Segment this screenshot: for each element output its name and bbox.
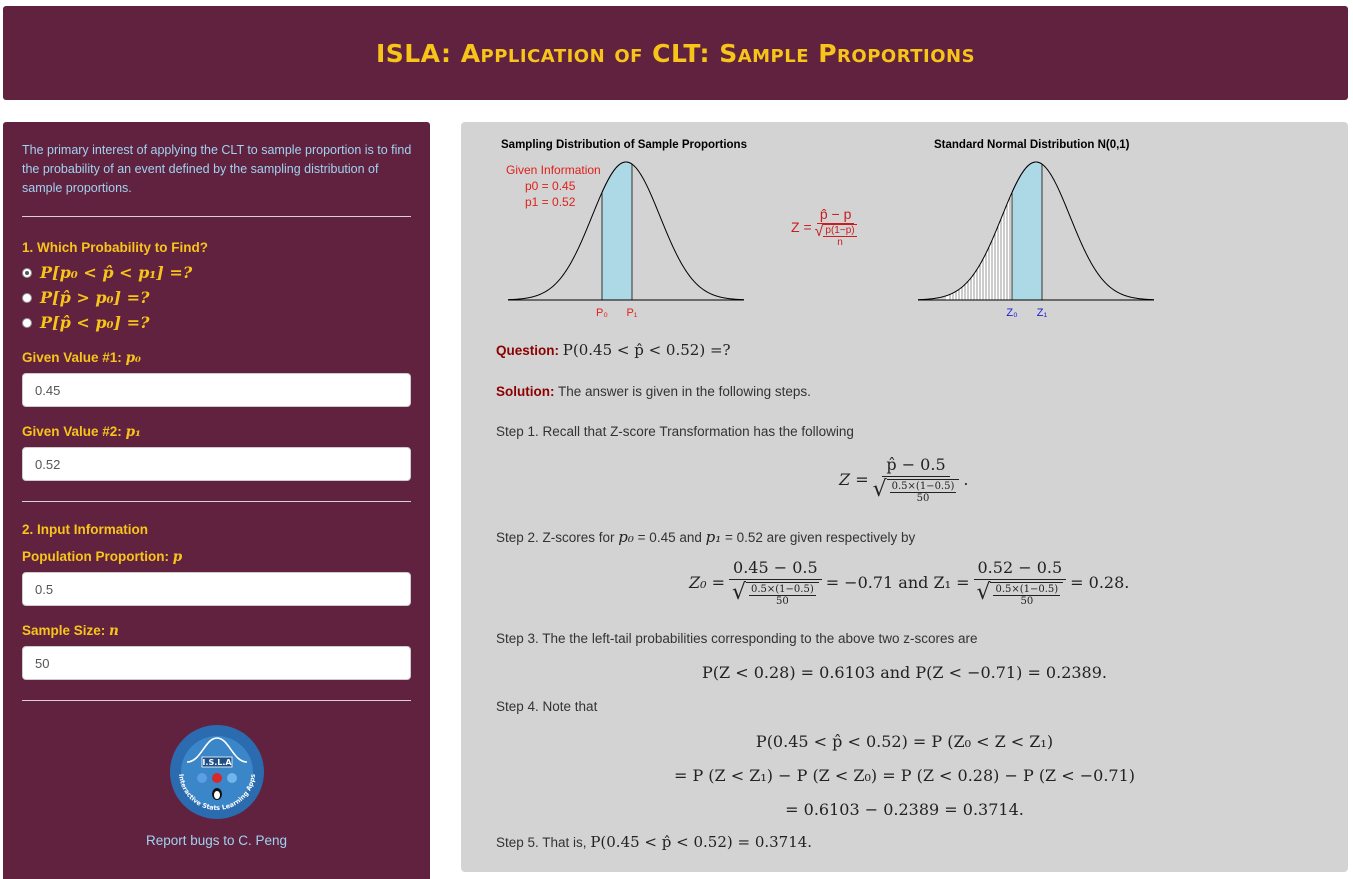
right-chart-title: Standard Normal Distribution N(0,1) bbox=[934, 139, 1130, 151]
divider bbox=[22, 216, 411, 217]
radio-label: P[p₀ < p̂ < p₁] =? bbox=[40, 263, 193, 282]
z-formula bbox=[791, 206, 857, 248]
population-proportion-label bbox=[22, 549, 182, 565]
question-lead: Question: bbox=[496, 343, 559, 358]
hatch-lines bbox=[950, 197, 1010, 300]
eq2-z0: Z₀ = bbox=[689, 573, 726, 592]
tick-p1: P₁ bbox=[626, 307, 638, 319]
sqrt-symbol: √ bbox=[814, 223, 824, 240]
step2-text-b: = 0.45 and bbox=[633, 530, 706, 545]
intro-text: The primary interest of applying the CLT to sample proportion is to find the probability of an event defined by the sampling distribution of sample proportions. bbox=[22, 143, 412, 195]
main-panel bbox=[461, 122, 1348, 872]
sqrt-symbol: √ bbox=[731, 580, 746, 605]
radio-button[interactable] bbox=[22, 293, 32, 303]
z-formula-numerator: p̂ − p bbox=[817, 206, 855, 224]
tick-z1: Z₁ bbox=[1036, 307, 1048, 319]
sqrt-symbol: √ bbox=[872, 477, 887, 502]
logo-text: I.S.L.A bbox=[202, 758, 232, 767]
eq1-den-bot: 50 bbox=[916, 493, 930, 504]
equation-1: Z = p̂ − 0.5 √ 0.5×(1−0.5) 50 . bbox=[839, 455, 969, 504]
sqrt-inner bbox=[990, 582, 1063, 607]
isla-logo bbox=[169, 724, 265, 820]
penguin-belly bbox=[214, 791, 220, 799]
eq2-den-bot: 50 bbox=[1020, 596, 1034, 607]
report-bugs-link[interactable]: Report bugs to C. Peng bbox=[145, 833, 288, 848]
equation-2 bbox=[689, 558, 1129, 607]
solution-text: The answer is given in the following steps. bbox=[554, 384, 811, 399]
solution-lead: Solution: bbox=[496, 384, 555, 399]
z-den-top: p(1−p) bbox=[825, 225, 855, 236]
label-symbol: n bbox=[109, 623, 119, 639]
eq1-denominator bbox=[873, 477, 960, 504]
eq2-middle: = −0.71 and Z₁ = bbox=[825, 573, 970, 592]
eq1-den-top: 0.5×(1−0.5) bbox=[891, 481, 955, 492]
given-info-p1: p1 = 0.52 bbox=[525, 195, 576, 209]
label-text: Sample Size: bbox=[22, 623, 110, 638]
sqrt-inner bbox=[823, 224, 856, 248]
sqrt-symbol: √ bbox=[976, 580, 991, 605]
step5-text: Step 5. That is, bbox=[496, 835, 591, 850]
step-4: Step 4. Note that bbox=[496, 699, 598, 714]
eq2-den-top: 0.5×(1−0.5) bbox=[751, 584, 814, 595]
question-math: P(0.45 < p̂ < 0.52) =? bbox=[562, 341, 731, 359]
left-chart-title: Sampling Distribution of Sample Proportions bbox=[501, 139, 747, 151]
z-formula-fraction bbox=[815, 206, 857, 248]
eq1-numerator: p̂ − 0.5 bbox=[882, 455, 949, 477]
logo-icon-red bbox=[212, 773, 222, 783]
radio-option-less[interactable] bbox=[22, 313, 149, 332]
equation-4-line-2: = P (Z < Z₁) − P (Z < Z₀) = P (Z < 0.28) − P (Z < −0.71) bbox=[673, 766, 1136, 785]
step-3: Step 3. The the left-tail probabilities corresponding to the above two z-scores are bbox=[496, 631, 978, 646]
radio-label: P[p̂ > p₀] =? bbox=[40, 288, 150, 307]
eq2-den-top: 0.5×(1−0.5) bbox=[995, 584, 1059, 595]
tick-p0: P₀ bbox=[596, 307, 608, 319]
eq2-fraction-0 bbox=[729, 558, 822, 607]
logo-ring-textpath: Interactive Stats Learning Apps bbox=[177, 773, 257, 813]
given-value-1-input[interactable]: 0.45 bbox=[22, 373, 411, 407]
step-2 bbox=[496, 528, 915, 546]
sampling-distribution-plot bbox=[506, 152, 746, 320]
tick-z0: Z₀ bbox=[1006, 307, 1018, 319]
sqrt-inner bbox=[887, 479, 960, 504]
eq2-fraction-1 bbox=[974, 558, 1067, 607]
left-tail-hatched bbox=[946, 192, 1012, 300]
eq1-lhs: Z = bbox=[839, 470, 869, 489]
z-formula-lhs: Z = bbox=[791, 219, 812, 235]
eq2-numerator-1: 0.52 − 0.5 bbox=[974, 558, 1067, 580]
z-formula-denominator bbox=[815, 224, 857, 248]
header-banner bbox=[3, 6, 1348, 100]
given-info-heading: Given Information bbox=[506, 163, 601, 177]
question-line bbox=[496, 341, 731, 359]
eq2-denominator-1 bbox=[976, 580, 1063, 607]
given-info-p0: p0 = 0.45 bbox=[525, 179, 576, 193]
page-title: ISLA: Application of CLT: Sample Proportions bbox=[375, 38, 976, 68]
logo-icon-lightblue bbox=[227, 773, 237, 783]
section-input-information: 2. Input Information bbox=[22, 522, 148, 537]
eq2-den-bot: 50 bbox=[776, 596, 789, 607]
step2-text-a: Step 2. Z-scores for bbox=[496, 530, 619, 545]
label-symbol: p₀ bbox=[125, 350, 141, 366]
sidebar-panel bbox=[3, 122, 430, 879]
step2-p1: p₁ bbox=[705, 528, 722, 546]
step2-text-c: = 0.52 are given respectively by bbox=[721, 530, 916, 545]
sqrt-inner bbox=[746, 582, 819, 607]
logo-icon-blue bbox=[197, 773, 207, 783]
divider bbox=[22, 501, 411, 502]
radio-button[interactable] bbox=[22, 268, 32, 278]
label-symbol: p bbox=[172, 549, 183, 565]
radio-option-between[interactable] bbox=[22, 263, 192, 282]
equation-4-line-1: P(0.45 < p̂ < 0.52) = P (Z₀ < Z < Z₁) bbox=[755, 732, 1054, 751]
standard-normal-plot bbox=[916, 152, 1156, 320]
divider bbox=[22, 700, 411, 701]
radio-option-greater[interactable] bbox=[22, 288, 149, 307]
population-proportion-input[interactable]: 0.5 bbox=[22, 572, 411, 606]
z-den-n: n bbox=[837, 237, 843, 248]
eq1-fraction bbox=[873, 455, 960, 504]
step-5 bbox=[496, 833, 812, 851]
equation-3: P(Z < 0.28) = 0.6103 and P(Z < −0.71) = 0.2389. bbox=[701, 663, 1107, 682]
solution-line bbox=[496, 384, 811, 399]
equation-4-line-3: = 0.6103 − 0.2389 = 0.3714. bbox=[785, 800, 1024, 819]
sample-size-label bbox=[22, 623, 119, 639]
given-value-1-label bbox=[22, 350, 141, 366]
step2-p0: p₀ bbox=[618, 528, 634, 546]
sample-size-input[interactable]: 50 bbox=[22, 646, 411, 680]
label-text: Given Value #1: bbox=[22, 350, 126, 365]
given-value-2-label bbox=[22, 424, 141, 440]
radio-button[interactable] bbox=[22, 318, 32, 328]
eq2-end: = 0.28. bbox=[1070, 573, 1130, 592]
step-1: Step 1. Recall that Z-score Transformation has the following bbox=[496, 424, 854, 439]
step5-math: P(0.45 < p̂ < 0.52) = 0.3714. bbox=[590, 833, 813, 851]
eq2-denominator-0 bbox=[732, 580, 819, 607]
given-value-2-input[interactable]: 0.52 bbox=[22, 447, 411, 481]
label-text: Population Proportion: bbox=[22, 549, 173, 564]
label-text: Given Value #2: bbox=[22, 424, 126, 439]
eq2-numerator-0: 0.45 − 0.5 bbox=[729, 558, 822, 580]
section-which-probability: 1. Which Probability to Find? bbox=[22, 240, 208, 255]
label-symbol: p₁ bbox=[125, 424, 141, 440]
radio-label: P[p̂ < p₀] =? bbox=[40, 313, 150, 332]
